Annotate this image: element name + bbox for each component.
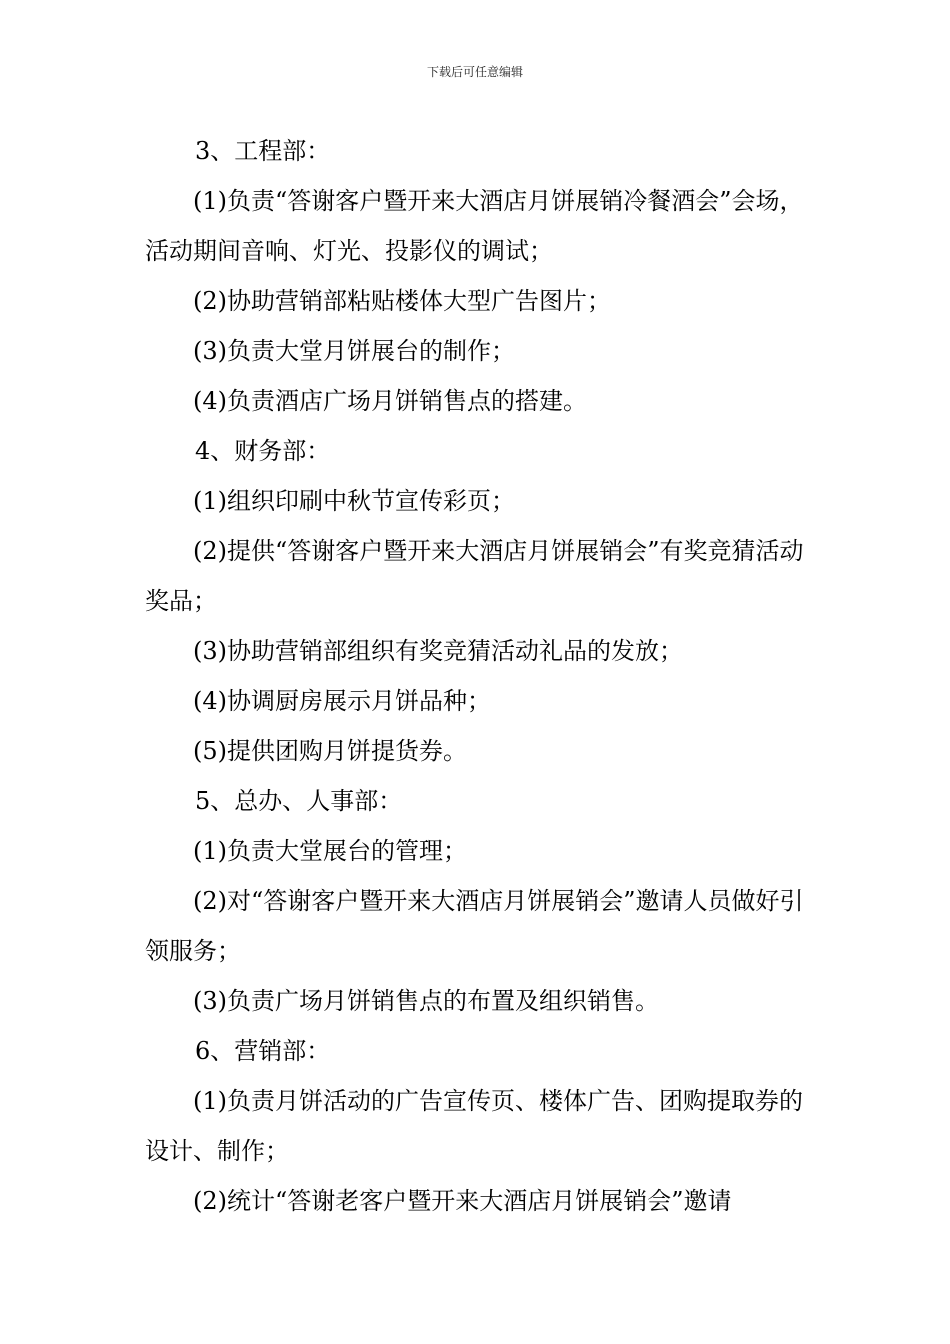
list-item: (2)协助营销部粘贴楼体大型广告图片； <box>193 287 611 315</box>
list-item: (4)负责酒店广场月饼销售点的搭建。 <box>193 387 587 415</box>
document-body <box>145 126 810 1226</box>
section-heading-engineering: 3、工程部： <box>195 137 331 165</box>
section-heading-marketing: 6、营销部： <box>195 1037 331 1065</box>
list-item: (5)提供团购月饼提货券。 <box>193 737 467 765</box>
list-item: (1)组织印刷中秋节宣传彩页； <box>193 487 515 515</box>
list-item: (3)协助营销部组织有奖竞猜活动礼品的发放； <box>193 637 683 665</box>
list-item: (2)提供“答谢客户暨开来大酒店月饼展销会”有奖竞猜活动奖品； <box>145 537 804 615</box>
list-item: (1)负责大堂展台的管理； <box>193 837 467 865</box>
page-header: 下载后可任意编辑 <box>426 65 523 79</box>
list-item: (2)对“答谢客户暨开来大酒店月饼展销会”邀请人员做好引领服务； <box>145 887 804 965</box>
list-item: (4)协调厨房展示月饼品种； <box>193 687 491 715</box>
section-heading-admin-hr: 5、总办、人事部： <box>195 787 403 815</box>
list-item: (3)负责广场月饼销售点的布置及组织销售。 <box>193 987 659 1015</box>
list-item: (3)负责大堂月饼展台的制作； <box>193 337 515 365</box>
section-heading-finance: 4、财务部： <box>195 437 331 465</box>
list-item: (1)负责月饼活动的广告宣传页、楼体广告、团购提取券的设计、制作； <box>145 1087 803 1165</box>
list-item: (1)负责“答谢客户暨开来大酒店月饼展销冷餐酒会”会场，活动期间音响、灯光、投影仪的调试； <box>145 187 804 265</box>
list-item: (2)统计“答谢老客户暨开来大酒店月饼展销会”邀请 <box>193 1187 732 1215</box>
